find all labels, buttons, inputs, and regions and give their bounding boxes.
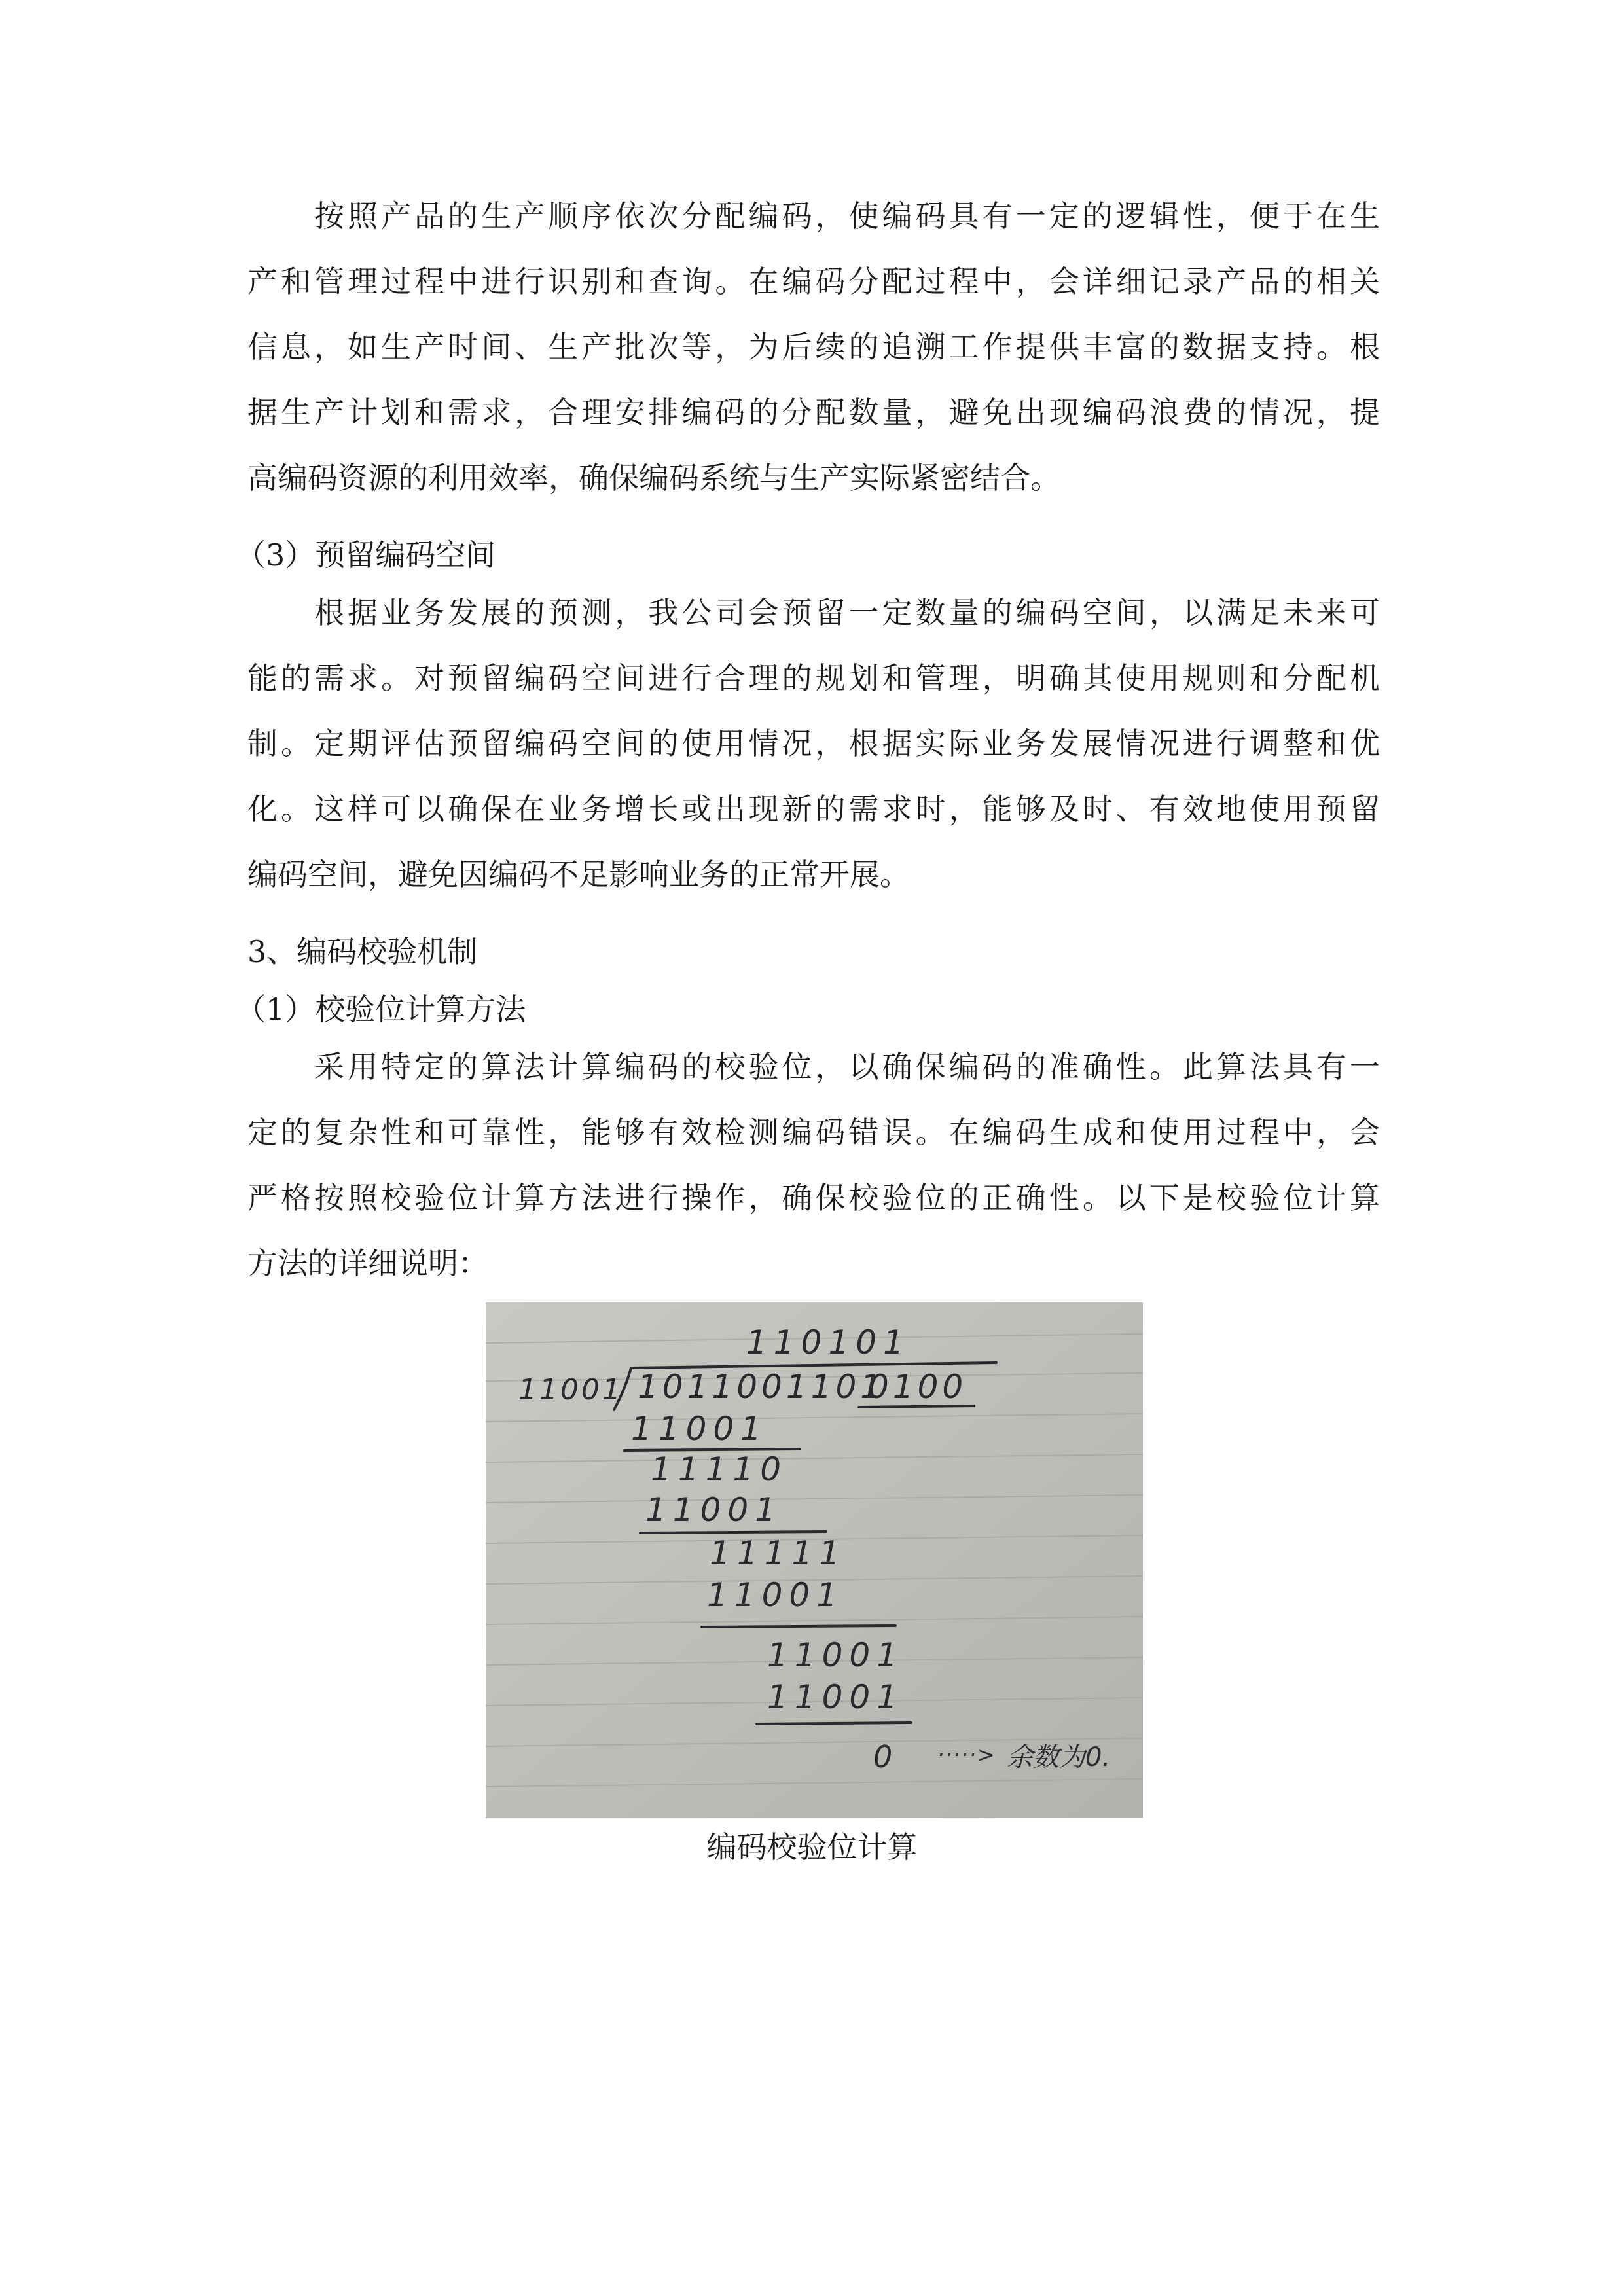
- divisor-text: 11001: [518, 1373, 623, 1407]
- annotation-arrow: ·····>: [937, 1742, 996, 1767]
- dividend-text: 1011001101: [638, 1368, 886, 1406]
- division-step: 11110: [651, 1450, 788, 1488]
- appended-zeros-text: 0100: [868, 1368, 967, 1406]
- section-heading: （3）预留编码空间: [236, 537, 496, 573]
- figure-caption: 编码校验位计算: [706, 1829, 918, 1865]
- paragraph-line: 编码空间，避免因编码不足影响业务的正常开展。: [247, 857, 910, 892]
- division-step: 11111: [710, 1534, 847, 1572]
- paragraph-line: 严格按照校验位计算方法进行操作，确保校验位的正确性。以下是校验位计算: [247, 1180, 1380, 1215]
- section-heading: 3、编码校验机制: [247, 934, 478, 969]
- division-step: 11001: [631, 1410, 768, 1448]
- subtraction-line: [757, 1723, 911, 1724]
- division-step: 11001: [645, 1491, 783, 1529]
- subtraction-line: [702, 1626, 895, 1627]
- paragraph-line: 据生产计划和需求，合理安排编码的分配数量，避免出现编码浪费的情况，提: [247, 395, 1380, 430]
- paragraph-line: 制。定期评估预留编码空间的使用情况，根据实际业务发展情况进行调整和优: [247, 726, 1380, 761]
- paragraph-line: 高编码资源的利用效率，确保编码系统与生产实际紧密结合。: [247, 460, 1060, 495]
- paragraph-line: 定的复杂性和可靠性，能够有效检测编码错误。在编码生成和使用过程中，会: [247, 1115, 1380, 1150]
- division-step: 11001: [767, 1636, 905, 1674]
- paragraph-line: 按照产品的生产顺序依次分配编码，使编码具有一定的逻辑性，便于在生: [247, 198, 1380, 234]
- checksum-calculation-figure: [486, 1302, 1143, 1818]
- paragraph-line: 化。这样可以确保在业务增长或出现新的需求时，能够及时、有效地使用预留: [247, 791, 1380, 827]
- subtraction-line: [624, 1449, 800, 1450]
- paragraph-line: 能的需求。对预留编码空间进行合理的规划和管理，明确其使用规则和分配机: [247, 660, 1380, 696]
- paragraph-line: 产和管理过程中进行识别和查询。在编码分配过程中，会详细记录产品的相关: [247, 264, 1380, 299]
- remainder-text: 0: [873, 1739, 899, 1774]
- paragraph-line: 采用特定的算法计算编码的校验位，以确保编码的准确性。此算法具有一: [247, 1049, 1380, 1085]
- subtraction-line: [640, 1532, 826, 1533]
- subsection-heading: （1）校验位计算方法: [236, 992, 526, 1027]
- paragraph-line: 根据业务发展的预测，我公司会预留一定数量的编码空间，以满足未来可: [247, 595, 1380, 630]
- division-step: 11001: [767, 1678, 905, 1716]
- underline-zeros: [859, 1406, 974, 1407]
- paragraph-line: 方法的详细说明：: [247, 1246, 488, 1281]
- annotation-text: 余数为0.: [1007, 1742, 1111, 1772]
- quotient-text: 110101: [746, 1323, 911, 1361]
- division-step: 11001: [707, 1576, 844, 1614]
- paragraph-line: 信息，如生产时间、生产批次等，为后续的追溯工作提供丰富的数据支持。根: [247, 329, 1380, 365]
